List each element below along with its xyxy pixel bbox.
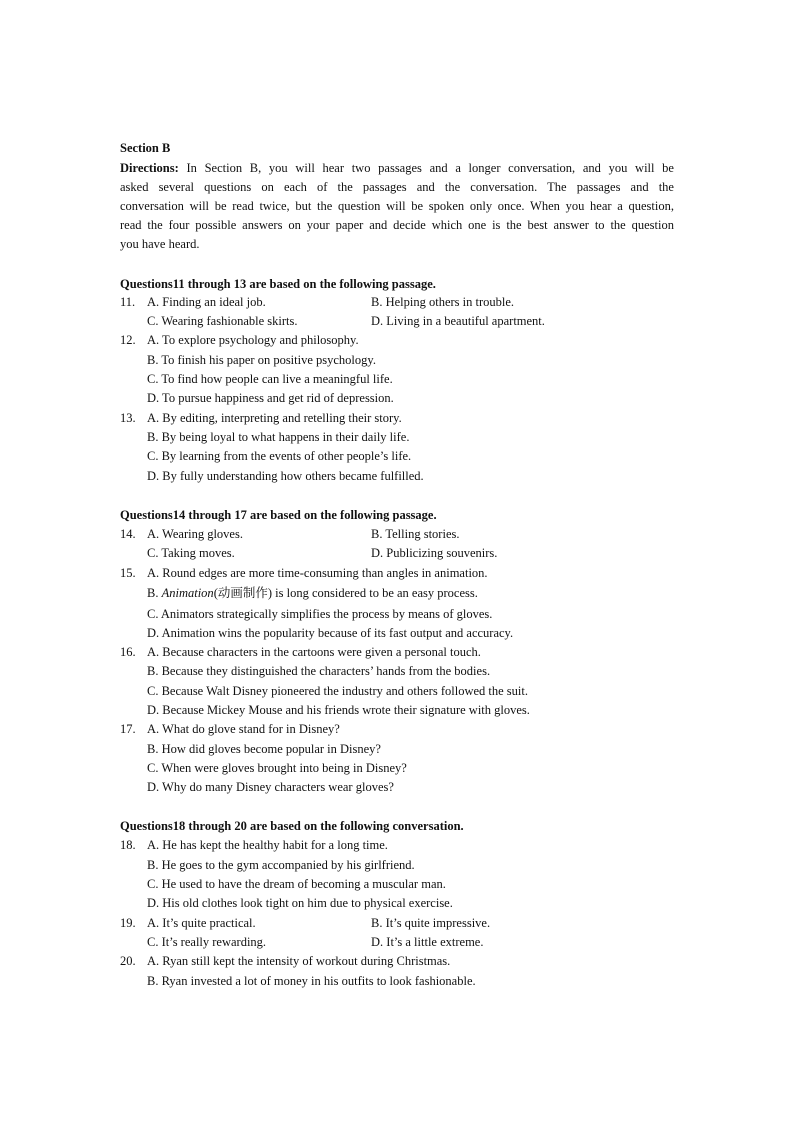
- option-b-rest: (动画制作) is long considered to be an easy process.: [213, 586, 478, 600]
- option-a: A. Wearing gloves.: [147, 527, 243, 541]
- group-heading: Questions14 through 17 are based on the following passage.: [120, 508, 437, 522]
- option-d: D. It’s a little extreme.: [371, 935, 484, 949]
- option-a: A. Ryan still kept the intensity of workout during Christmas.: [147, 954, 451, 968]
- option-d: D. Because Mickey Mouse and his friends wrote their signature with gloves.: [147, 703, 530, 717]
- option-a: A. What do glove stand for in Disney?: [147, 722, 340, 736]
- option-c: C. By learning from the events of other people’s life.: [147, 449, 412, 463]
- option-d: D. Publicizing souvenirs.: [371, 546, 498, 560]
- option-a: A. It’s quite practical.: [147, 916, 256, 930]
- option-b: B. To finish his paper on positive psychology.: [147, 353, 376, 367]
- option-a: A. Finding an ideal job.: [147, 295, 266, 309]
- option-b: B. Because they distinguished the characters’ hands from the bodies.: [147, 664, 491, 678]
- option-b: B. How did gloves become popular in Disney?: [147, 742, 381, 756]
- question-number: 15.: [120, 566, 136, 580]
- option-a: A. Because characters in the cartoons were given a personal touch.: [147, 645, 481, 659]
- question-number: 16.: [120, 645, 136, 659]
- question-number: 12.: [120, 333, 136, 347]
- option-c: C. To find how people can live a meaningful life.: [147, 372, 393, 386]
- option-d: D. Living in a beautiful apartment.: [371, 314, 545, 328]
- question-number: 11.: [120, 295, 136, 309]
- directions-line-4: read the four possible answers on your paper and decide which one is the best answer to the question: [120, 218, 674, 232]
- question-number: 18.: [120, 838, 136, 852]
- directions-line-2: asked several questions on each of the passages and the conversation. The passages and the: [120, 180, 674, 194]
- option-c: C. He used to have the dream of becoming a muscular man.: [147, 877, 446, 891]
- option-c: C. When were gloves brought into being in Disney?: [147, 761, 407, 775]
- option-c: C. Taking moves.: [147, 546, 235, 560]
- directions-label: Directions:: [120, 161, 179, 175]
- option-c: C. Because Walt Disney pioneered the industry and others followed the suit.: [147, 684, 528, 698]
- option-b: B. Helping others in trouble.: [371, 295, 515, 309]
- question-number: 14.: [120, 527, 136, 541]
- directions-line-1: [120, 159, 674, 178]
- option-d: D. Animation wins the popularity because of its fast output and accuracy.: [147, 626, 514, 640]
- option-a: A. To explore psychology and philosophy.: [147, 333, 359, 347]
- option-c: C. Wearing fashionable skirts.: [147, 314, 298, 328]
- option-b: B. By being loyal to what happens in their daily life.: [147, 430, 410, 444]
- directions-line-3: conversation will be read twice, but the question will be spoken only once. When you hear a question,: [120, 199, 674, 213]
- option-d: D. His old clothes look tight on him due to physical exercise.: [147, 896, 453, 910]
- option-d: D. By fully understanding how others became fulfilled.: [147, 469, 424, 483]
- directions-text-1: In Section B, you will hear two passages and a longer conversation, and you will be: [178, 161, 674, 175]
- question-number: 17.: [120, 722, 136, 736]
- option-c: C. Animators strategically simplifies the process by means of gloves.: [147, 607, 493, 621]
- option-a: A. He has kept the healthy habit for a long time.: [147, 838, 388, 852]
- option-a: A. By editing, interpreting and retelling their story.: [147, 411, 402, 425]
- option-b: B. It’s quite impressive.: [371, 916, 491, 930]
- option-c: C. It’s really rewarding.: [147, 935, 267, 949]
- directions-line-5: you have heard.: [120, 237, 200, 251]
- group-heading: Questions11 through 13 are based on the following passage.: [120, 277, 436, 291]
- section-title: Section B: [120, 141, 171, 155]
- option-b: B. Telling stories.: [371, 527, 460, 541]
- option-a: A. Round edges are more time-consuming than angles in animation.: [147, 566, 488, 580]
- option-d: D. Why do many Disney characters wear gloves?: [147, 780, 394, 794]
- option-b-italic: Animation: [161, 586, 214, 600]
- group-heading: Questions18 through 20 are based on the following conversation.: [120, 819, 464, 833]
- option-d: D. To pursue happiness and get rid of depression.: [147, 391, 394, 405]
- option-b-prefix: B.: [147, 586, 162, 600]
- question-number: 19.: [120, 916, 136, 930]
- option-b: B. He goes to the gym accompanied by his girlfriend.: [147, 858, 415, 872]
- question-number: 13.: [120, 411, 136, 425]
- option-b: B. Ryan invested a lot of money in his outfits to look fashionable.: [147, 974, 476, 988]
- question-number: 20.: [120, 954, 136, 968]
- option-b: [147, 584, 478, 603]
